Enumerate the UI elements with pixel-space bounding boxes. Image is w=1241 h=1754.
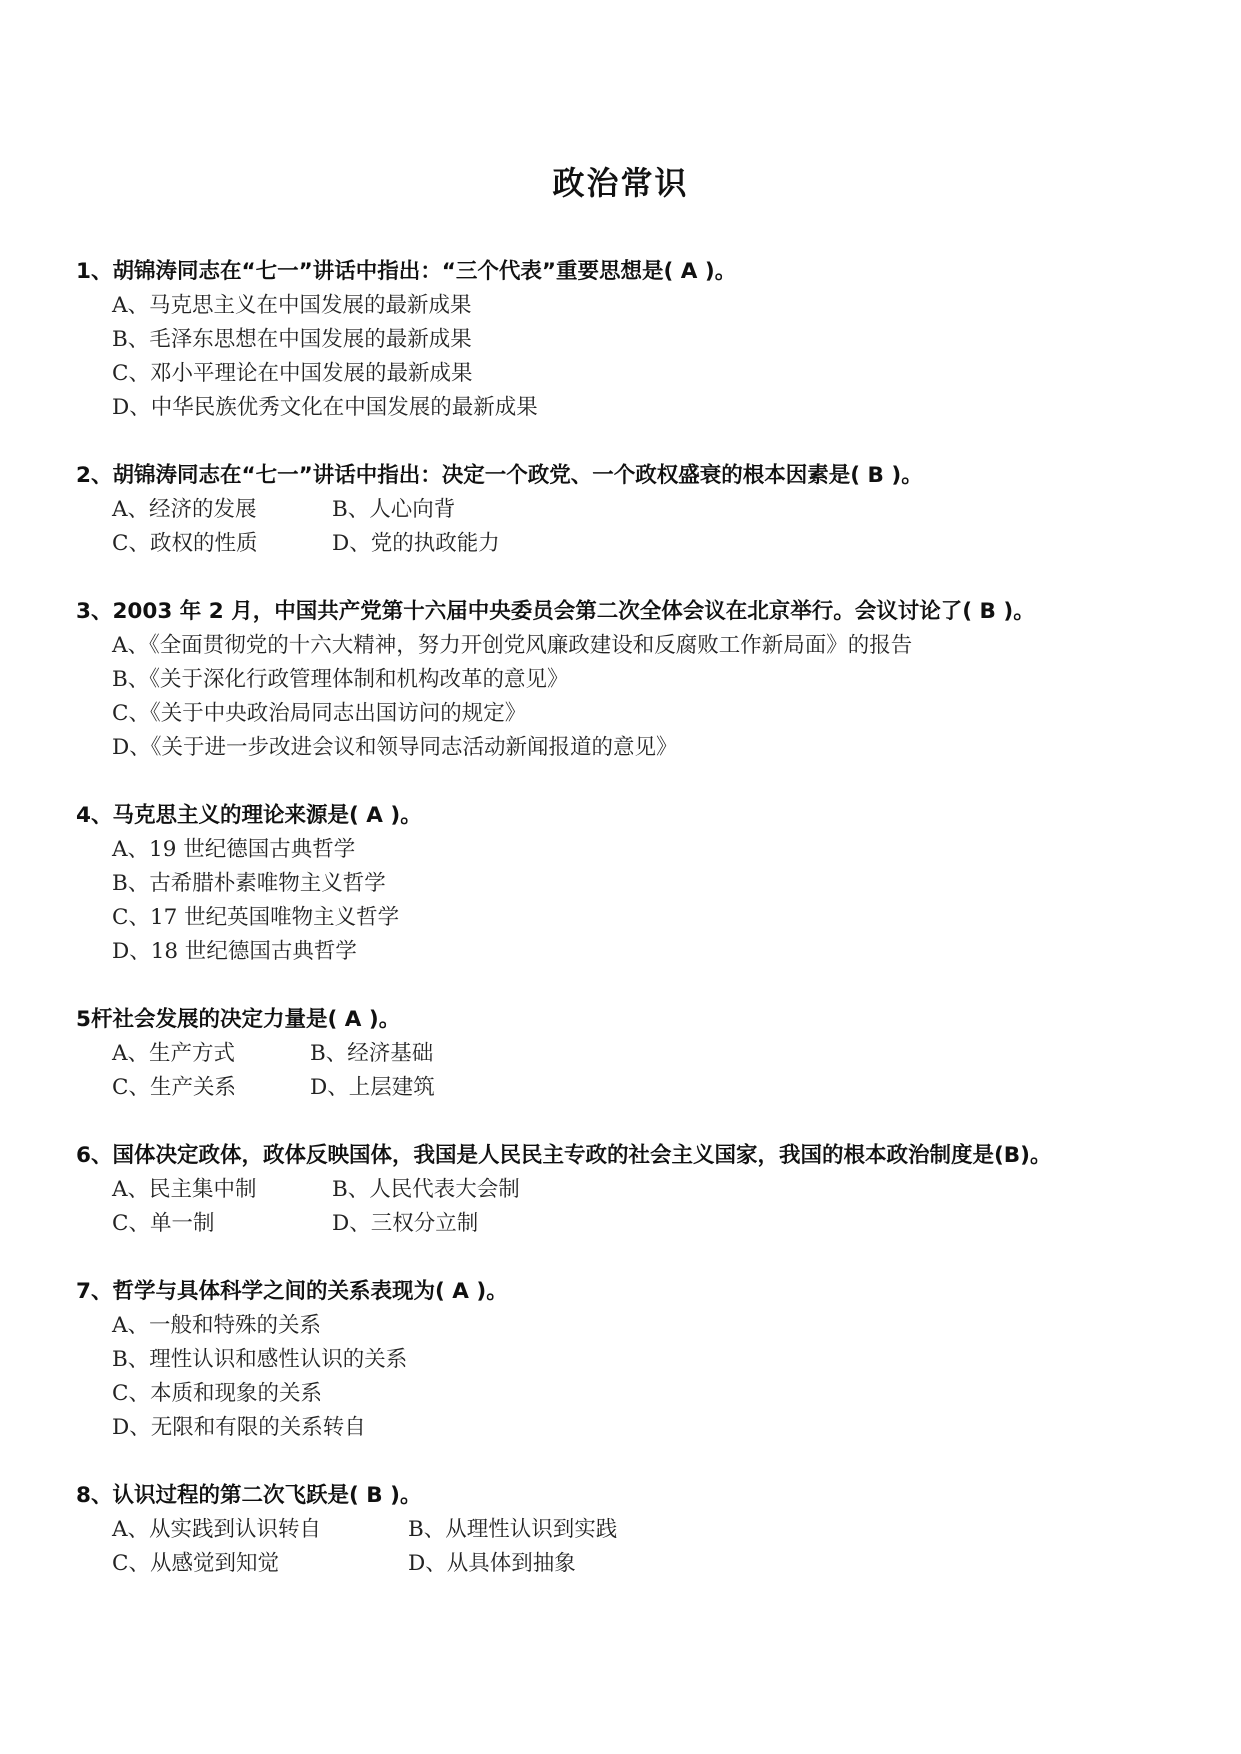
option-b: B、人心向背 (332, 497, 456, 522)
option-a: A、民主集中制 (112, 1177, 257, 1202)
question-stem: 5杆社会发展的决定力量是( A )。 (76, 1007, 401, 1032)
option-d: D、《关于进一步改进会议和领导同志活动新闻报道的意见》 (112, 735, 678, 760)
option-row (76, 1173, 1226, 1207)
option-b: B、理性认识和感性认识的关系 (112, 1347, 408, 1372)
option-row (76, 1037, 1226, 1071)
option-c: C、政权的性质 (112, 531, 258, 556)
option-c: C、从感觉到知觉 (112, 1551, 279, 1576)
option-row (76, 1513, 1226, 1547)
option-a: A、生产方式 (112, 1041, 236, 1066)
question-4 (76, 799, 1226, 969)
option-b: B、古希腊朴素唯物主义哲学 (112, 871, 386, 896)
option-d: D、上层建筑 (310, 1075, 435, 1100)
option-c: C、本质和现象的关系 (112, 1381, 322, 1406)
option-row (76, 1547, 1226, 1581)
option-d: D、中华民族优秀文化在中国发展的最新成果 (112, 395, 538, 420)
option-row (76, 493, 1226, 527)
question-stem: 6、国体决定政体，政体反映国体，我国是人民民主专政的社会主义国家，我国的根本政治制度是(B)。 (76, 1143, 1052, 1168)
option-row (76, 527, 1226, 561)
option-c: C、17 世纪英国唯物主义哲学 (112, 905, 400, 930)
page-title: 政治常识 (552, 164, 689, 202)
option-c: C、《关于中央政治局同志出国访问的规定》 (112, 701, 527, 726)
option-d: D、三权分立制 (332, 1211, 479, 1236)
option-b: B、从理性认识到实践 (408, 1517, 618, 1542)
question-list (76, 255, 1226, 1615)
option-row (76, 1207, 1226, 1241)
question-5 (76, 1003, 1226, 1105)
option-a: A、19 世纪德国古典哲学 (112, 837, 356, 862)
option-b: B、人民代表大会制 (332, 1177, 520, 1202)
option-c: C、单一制 (112, 1211, 215, 1236)
question-stem: 8、认识过程的第二次飞跃是( B )。 (76, 1483, 422, 1508)
question-6 (76, 1139, 1226, 1241)
question-stem: 3、2003 年 2 月，中国共产党第十六届中央委员会第二次全体会议在北京举行。会议讨论了( B )。 (76, 599, 1035, 624)
option-d: D、无限和有限的关系转自 (112, 1415, 366, 1440)
question-7 (76, 1275, 1226, 1445)
question-stem: 2、胡锦涛同志在“七一”讲话中指出：决定一个政党、一个政权盛衰的根本因素是( B )。 (76, 463, 923, 488)
option-d: D、从具体到抽象 (408, 1551, 576, 1576)
question-stem: 7、哲学与具体科学之间的关系表现为( A )。 (76, 1279, 508, 1304)
question-2 (76, 459, 1226, 561)
option-b: B、经济基础 (310, 1041, 434, 1066)
option-a: A、马克思主义在中国发展的最新成果 (112, 293, 472, 318)
option-d: D、18 世纪德国古典哲学 (112, 939, 357, 964)
option-b: B、《关于深化行政管理体制和机构改革的意见》 (112, 667, 569, 692)
option-c: C、生产关系 (112, 1075, 236, 1100)
option-a: A、经济的发展 (112, 497, 257, 522)
option-a: A、从实践到认识转自 (112, 1517, 322, 1542)
question-stem: 4、马克思主义的理论来源是( A )。 (76, 803, 422, 828)
option-a: A、一般和特殊的关系 (112, 1313, 322, 1338)
option-b: B、毛泽东思想在中国发展的最新成果 (112, 327, 472, 352)
option-d: D、党的执政能力 (332, 531, 500, 556)
option-c: C、邓小平理论在中国发展的最新成果 (112, 361, 473, 386)
question-8 (76, 1479, 1226, 1581)
question-1 (76, 255, 1226, 425)
option-a: A、《全面贯彻党的十六大精神，努力开创党风廉政建设和反腐败工作新局面》的报告 (112, 633, 913, 658)
question-stem: 1、胡锦涛同志在“七一”讲话中指出：“三个代表”重要思想是( A )。 (76, 259, 737, 284)
option-row (76, 1071, 1226, 1105)
question-3 (76, 595, 1226, 765)
